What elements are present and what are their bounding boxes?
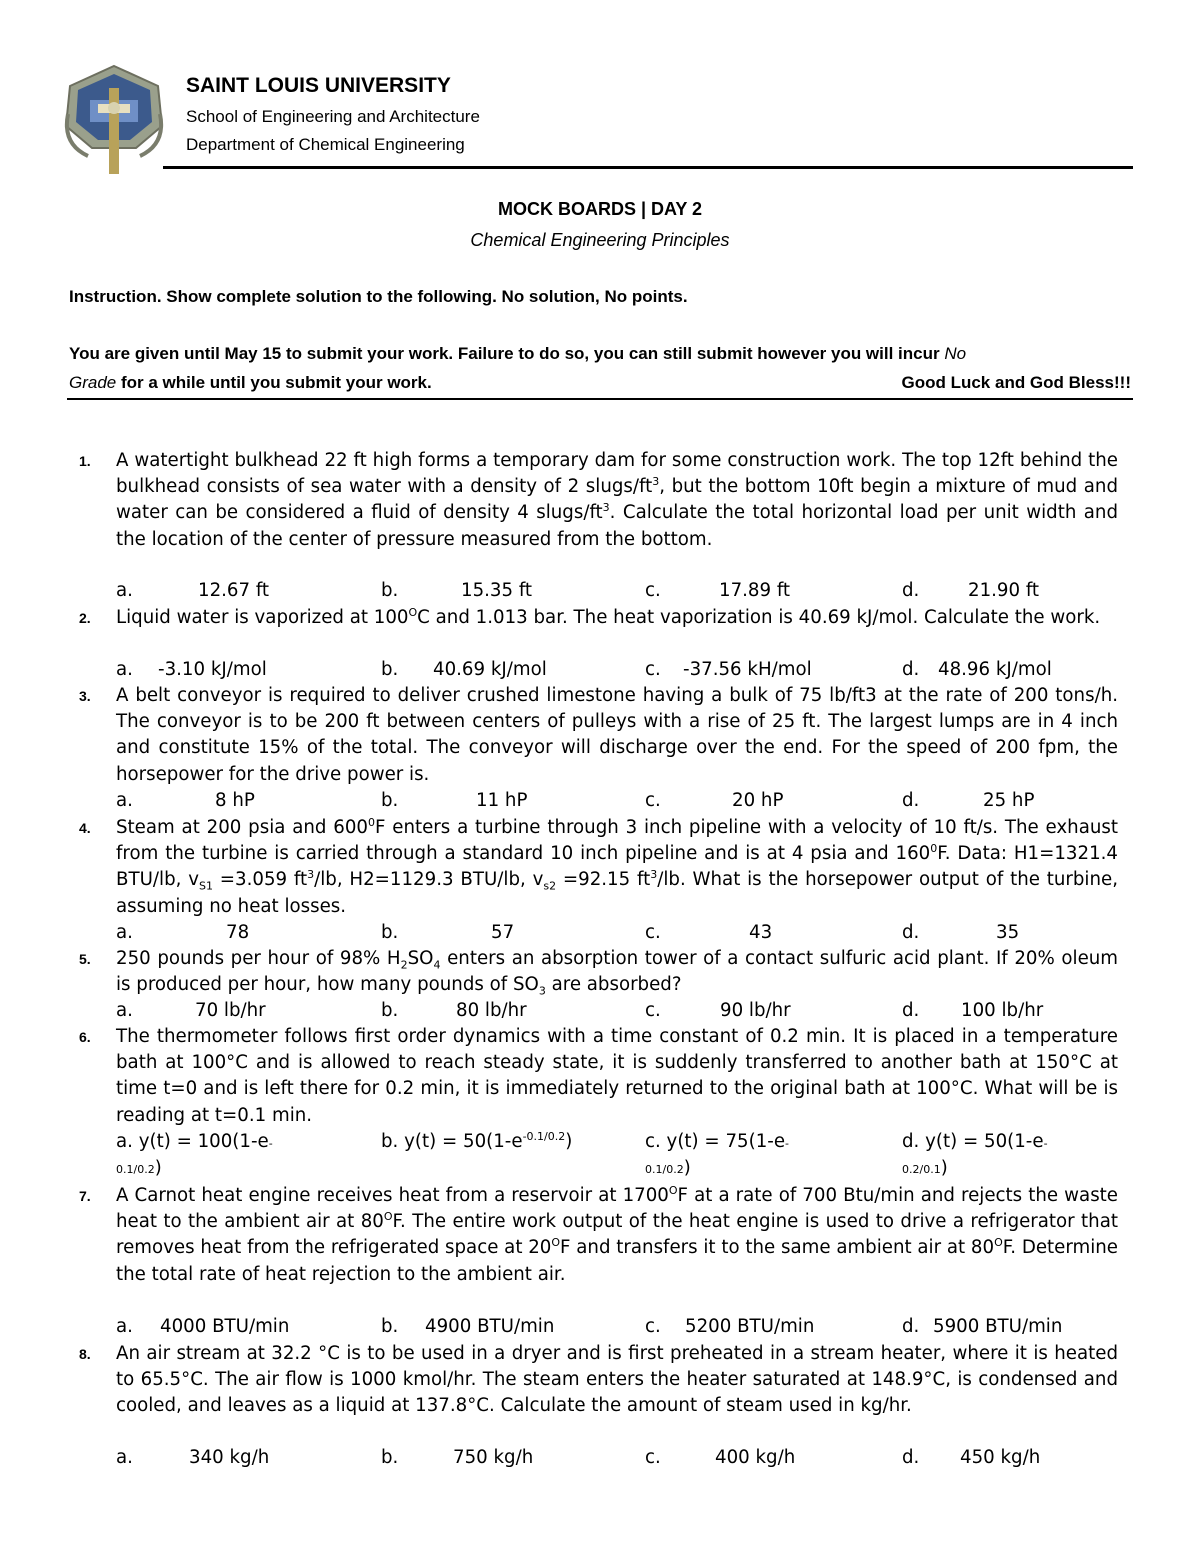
q4-text-3: F. Data: H1=1321.4 BTU/lb, v (116, 843, 1118, 891)
q5-sub-4: 4 (433, 958, 441, 972)
choice-letter: b. (381, 659, 399, 680)
choice-value: 35 (996, 922, 1020, 943)
choice-letter: d. (902, 1447, 920, 1468)
choice-value: 4900 BTU/min (425, 1316, 555, 1337)
instruction-text: Instruction. Show complete solution to the following. No solution, No points. (69, 287, 688, 306)
choice-d-exp: 0.2/0.1 (902, 1163, 941, 1176)
choice-letter: a. (116, 659, 133, 680)
choice-b-text: b. y(t) = 50(1-e (381, 1131, 523, 1152)
choice-value: 57 (491, 922, 515, 943)
choice-letter: b. (381, 1316, 399, 1337)
choice-b-close: ) (565, 1131, 573, 1152)
question-text (116, 946, 1118, 998)
choice-letter: b. (381, 580, 399, 601)
choice-value: 750 kg/h (453, 1447, 534, 1468)
q4-degree-1: 0 (367, 815, 375, 829)
choice-value: 15.35 ft (461, 580, 533, 601)
choice-letter: d. (902, 922, 920, 943)
choice-letter: c. (645, 1000, 661, 1021)
choice-value: 12.67 ft (198, 580, 270, 601)
question-number: 2. (79, 610, 91, 626)
q1-sup-1: 3 (652, 475, 660, 489)
department-name: Department of Chemical Engineering (186, 135, 465, 154)
choice-letter: c. (645, 790, 661, 811)
notice-grade: Grade (69, 373, 117, 392)
choice-value: 400 kg/h (715, 1447, 796, 1468)
choice-letter: a. (116, 1000, 133, 1021)
q1-sup-2: 3 (602, 501, 610, 515)
question-text: A belt conveyor is required to deliver crushed limestone having a bulk of 75 lb/ft3 at the rate of 200 tons/h. The conveyor is to be 200 ft between centers of pulleys with a rise of 25 ft. The largest lumps are in 4 inch and constitute 15% of the total. The conveyor will discharge over the end. For the speed of 200 fpm, the horsepower for the drive power is. (116, 685, 1118, 785)
question-number: 1. (79, 453, 91, 469)
choice-letter: d. (902, 580, 920, 601)
choice-d-close: ) (940, 1157, 948, 1178)
choice-letter: a. (116, 1316, 133, 1337)
q5-text-1: 250 pounds per hour of 98% H (116, 948, 401, 969)
choice-row (116, 998, 1118, 1024)
q2-text-b: C and 1.013 bar. The heat vaporization is 40.69 kJ/mol. Calculate the work. (417, 607, 1101, 628)
choice-row (116, 920, 1118, 946)
choice-value: 450 kg/h (960, 1447, 1041, 1468)
choice-c-text: c. y(t) = 75(1-e (645, 1131, 786, 1152)
choice-letter: a. (116, 580, 133, 601)
q4-sup-2: 3 (650, 868, 658, 882)
question-number: 3. (79, 688, 91, 704)
choice-value: 20 hP (732, 790, 784, 811)
question-number: 4. (79, 820, 91, 836)
q4-text-1: Steam at 200 psia and 600 (116, 817, 368, 838)
choice-letter: d. (902, 790, 920, 811)
choice-b-exp: -0.1/0.2 (522, 1129, 566, 1143)
notice-text-1: You are given until May 15 to submit your work. Failure to do so, you can still submit however you will incur (69, 344, 940, 363)
choice-letter: b. (381, 790, 399, 811)
q4-text-4: =3.059 ft (212, 869, 308, 891)
question-text (116, 605, 1118, 631)
choice-value: 8 hP (215, 790, 255, 811)
choice-letter: b. (381, 1447, 399, 1468)
choice-value: 40.69 kJ/mol (433, 659, 547, 680)
choice-letter: d. (902, 1000, 920, 1021)
choice-c-exp: 0.1/0.2 (645, 1163, 684, 1176)
choice-d-text: d. y(t) = 50(1-e (902, 1131, 1044, 1152)
q7-text-5: F. Determine the total rate of heat rejection to the ambient air. (116, 1237, 1118, 1285)
exam-subject: Chemical Engineering Principles (470, 230, 730, 250)
choice-letter: d. (902, 1316, 920, 1337)
choice-row (116, 1314, 1118, 1340)
q5-text-4: are absorbed? (545, 974, 682, 996)
question-text: An air stream at 32.2 °C is to be used in a dryer and is first preheated in a stream heater, where it is heated to 65.5°C. The air flow is 1000 kmol/hr. The steam enters the heater saturated at 148.9°C, is condensed and cooled, and leaves as a liquid at 137.8°C. Calculate the amount of steam used in kg/hr. (116, 1343, 1118, 1417)
choice-letter: b. (381, 1000, 399, 1021)
choice-value: 90 lb/hr (720, 1000, 791, 1021)
choice-row (116, 657, 1118, 683)
q4-text-2: F enters a turbine through 3 inch pipeline with a velocity of 10 ft/s. The exhaust from the turbine is carried through a standard 10 inch pipeline and is at 4 psia and 160 (116, 817, 1118, 865)
q7-text-2: F at a rate of 700 Btu/min and rejects the waste heat to the ambient air at 80 (116, 1185, 1118, 1233)
choice-value: -37.56 kH/mol (683, 659, 812, 680)
choice-letter: c. (645, 659, 661, 680)
choice-value: 70 lb/hr (195, 1000, 266, 1021)
q4-text-5: /lb, H2=1129.3 BTU/lb, v (314, 869, 544, 891)
q1-text-c: . Calculate the total horizontal load per unit width and the location of the center of pressure measured from the bottom. (116, 502, 1118, 550)
choice-letter: c. (645, 922, 661, 943)
choice-row (116, 578, 1118, 604)
choice-a-text: a. y(t) = 100(1-e (116, 1131, 269, 1152)
choice-a-exp: 0.1/0.2 (116, 1163, 155, 1176)
university-name: SAINT LOUIS UNIVERSITY (186, 74, 451, 97)
q5-sub-3: 3 (538, 984, 546, 998)
choice-a-neg: - (268, 1137, 273, 1150)
choice-value: 11 hP (476, 790, 528, 811)
q4-text-6: =92.15 ft (556, 869, 651, 891)
notice-text-2: for a while until you submit your work. (116, 373, 432, 392)
q2-text-a: Liquid water is vaporized at 100 (116, 607, 409, 628)
q2-sup: O (408, 605, 418, 619)
choice-a-close: ) (154, 1157, 162, 1178)
q7-text-4: F and transfers it to the same ambient air at 80 (560, 1237, 995, 1259)
choice-value: 48.96 kJ/mol (938, 659, 1052, 680)
q7-degree-4: O (994, 1236, 1003, 1250)
q1-text-a: A watertight bulkhead 22 ft high forms a temporary dam for some construction work. The top 12ft behind the bulkhead consists of sea water with a density of 2 slugs/ft (116, 450, 1118, 498)
question-number: 5. (79, 951, 91, 967)
notice-no: No (944, 344, 967, 363)
q4-sub-1: S1 (198, 880, 213, 894)
question-number: 7. (79, 1188, 91, 1204)
choice-value: 100 lb/hr (961, 1000, 1044, 1021)
question-text (116, 448, 1118, 553)
choice-letter: a. (116, 790, 133, 811)
choice-value: 78 (226, 922, 250, 943)
q7-text-3: F. The entire work output of the heat engine is used to drive a refrigerator that removes heat from the refrigerated space at 20 (116, 1211, 1118, 1259)
question-text (116, 815, 1118, 920)
choice-value: 17.89 ft (719, 580, 791, 601)
choice-d-neg: - (1043, 1137, 1048, 1150)
choice-c-close: ) (683, 1157, 691, 1178)
question-number: 6. (79, 1029, 91, 1045)
q7-degree-3: O (551, 1236, 561, 1250)
exam-title: MOCK BOARDS | DAY 2 (497, 199, 703, 219)
choice-value: 340 kg/h (189, 1447, 270, 1468)
choice-row (116, 788, 1118, 814)
q4-degree-2: 0 (930, 842, 938, 856)
question-number: 8. (79, 1346, 91, 1362)
choice-value: -3.10 kJ/mol (158, 659, 267, 680)
choice-a (116, 1129, 273, 1157)
choice-value: 21.90 ft (968, 580, 1040, 601)
q5-text-3: enters an absorption tower of a contact sulfuric acid plant. If 20% oleum is produced per hour, how many pounds of SO (116, 948, 1119, 996)
school-name: School of Engineering and Architecture (186, 107, 480, 126)
question-text (116, 1183, 1118, 1288)
choice-value: 80 lb/hr (456, 1000, 527, 1021)
choice-d-exponent (902, 1157, 948, 1178)
q4-sup-1: 3 (307, 868, 315, 882)
choice-b (381, 1129, 572, 1155)
choice-value: 5900 BTU/min (933, 1316, 1063, 1337)
q7-degree-1: O (668, 1183, 678, 1197)
q1-text-b: , but the bottom 10ft begin a mixture of mud and water can be considered a fluid of density 4 slugs/ft (116, 476, 1118, 524)
q5-text-2: SO (407, 948, 434, 969)
choice-value: 4000 BTU/min (160, 1316, 290, 1337)
choice-value: 43 (749, 922, 773, 943)
choice-d (902, 1129, 1048, 1157)
choice-letter: b. (381, 922, 399, 943)
choice-letter: c. (645, 1316, 661, 1337)
choice-c (645, 1129, 789, 1157)
choice-letter: a. (116, 1447, 133, 1468)
choice-letter: a. (116, 922, 133, 943)
q4-text-7: /lb. What is the horsepower output of the turbine, assuming no heat losses. (116, 869, 1118, 917)
choice-c-exponent (645, 1157, 691, 1178)
q7-text-1: A Carnot heat engine receives heat from a reservoir at 1700 (116, 1185, 669, 1206)
closing-text: Good Luck and God Bless!!! (901, 373, 1131, 392)
choice-c-neg: - (785, 1137, 789, 1150)
choice-value: 5200 BTU/min (685, 1316, 815, 1337)
choice-letter: c. (645, 580, 661, 601)
choice-letter: d. (902, 659, 920, 680)
q5-sub-2: 2 (400, 958, 408, 972)
q4-sub-2: s2 (543, 880, 557, 894)
question-text: The thermometer follows first order dynamics with a time constant of 0.2 min. It is placed in a temperature bath at 100°C and is allowed to reach steady state, it is suddenly transferred to another bath at 150°C at time t=0 and is left there for 0.2 min, it is immediately returned to the original bath at 100°C. What will be is reading at t=0.1 min. (116, 1026, 1118, 1126)
q7-degree-2: O (383, 1210, 393, 1224)
choice-a-exponent (116, 1157, 162, 1178)
choice-value: 25 hP (983, 790, 1035, 811)
choice-letter: c. (645, 1447, 661, 1468)
choice-row (116, 1445, 1118, 1471)
